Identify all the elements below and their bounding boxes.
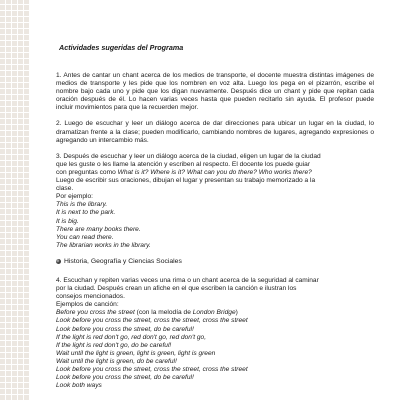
song-line: Look before you cross the street, do be careful! (56, 374, 194, 382)
song-line: If the light is red don't go, red don't go, red don't go, (56, 333, 207, 341)
paragraph-3-line: con preguntas como What is it? Where is it? What can you do there? Who works there? (56, 168, 312, 176)
song-line: Wait until the light is green, light is green, light is green (56, 349, 216, 357)
document-body (56, 72, 374, 398)
song-line: Look before you cross the street, cross the street, cross the street (56, 317, 248, 325)
paragraph-4-line: 4. Escuchan y repiten varias veces una rima o un chant acerca de la seguridad al caminar (56, 276, 319, 284)
paragraph-4 (56, 277, 374, 390)
paragraph-4-line: consejos mencionados. (56, 293, 125, 301)
paragraph-1: 1. Antes de cantar un chant acerca de los medios de transporte, el docente muestra distintas imágenes de medios de transporte y les pide que los nombren en voz alta. Luego los pega en el pizarrón, escribe el nombre bajo cada uno y pide que los digan nuevamente. Después dice un chant y pide que repitan cada oración después de él. Lo hacen varias veces hasta que pueden recitarlo sin ayuda. El profesor puede incluir movimientos para que la recuerden mejor. (56, 72, 374, 112)
paragraph-3-line: Por ejemplo: (56, 193, 94, 201)
song-title-line: Before you cross the street (con la melodía de London Bridge) (56, 309, 238, 317)
song-line: Look both ways (56, 382, 102, 390)
section-heading (56, 258, 374, 266)
paragraph-3-line: 3. Después de escuchar y leer un diálogo acerca de la ciudad, eligen un lugar de la ciudad (56, 152, 321, 160)
document-page (56, 0, 378, 400)
paragraph-3-line: que les guste o les llame la atención y escriben al respecto. El docente los puede guiar (56, 160, 311, 168)
paragraph-3-line: clase. (56, 185, 74, 193)
example-line: This is the library. (56, 201, 108, 209)
example-line: There are many books there. (56, 225, 141, 233)
decorative-side-band (0, 0, 31, 400)
paragraph-2: 2. Luego de escuchar y leer un diálogo acerca de dar direcciones para ubicar un lugar en la ciudad, lo dramatizan frente a la clase; pueden modificarlo, cambiando nombres de lugares, agregando expresiones o agregando un intercambio más. (56, 120, 374, 144)
paragraph-3-line: Luego de escribir sus oraciones, dibujan el lugar y presentan su trabajo memorizado a la (56, 177, 316, 185)
example-line: It is big. (56, 217, 79, 225)
paragraph-4-line: por la ciudad. Después crean un afiche en el que escriben la canción e ilustran los (56, 285, 297, 293)
page-title: Actividades sugeridas del Programa (59, 43, 184, 52)
paragraph-4-line: Ejemplos de canción: (56, 301, 119, 309)
song-line: Wait until the light is green, do be careful! (56, 357, 177, 365)
song-line: Look before you cross the street, cross the street, cross the street (56, 366, 248, 373)
globe-bullet-icon (56, 259, 61, 264)
example-line: It is next to the park. (56, 209, 116, 217)
paragraph-3 (56, 153, 374, 250)
example-line: You can read there. (56, 233, 114, 241)
song-line: If the light is red don't go, do be careful! (56, 341, 172, 349)
section-label: Historia, Geografía y Ciencias Sociales (64, 257, 182, 265)
example-line: The librarian works in the library. (56, 241, 151, 249)
song-line: Look before you cross the street, do be careful! (56, 325, 194, 333)
